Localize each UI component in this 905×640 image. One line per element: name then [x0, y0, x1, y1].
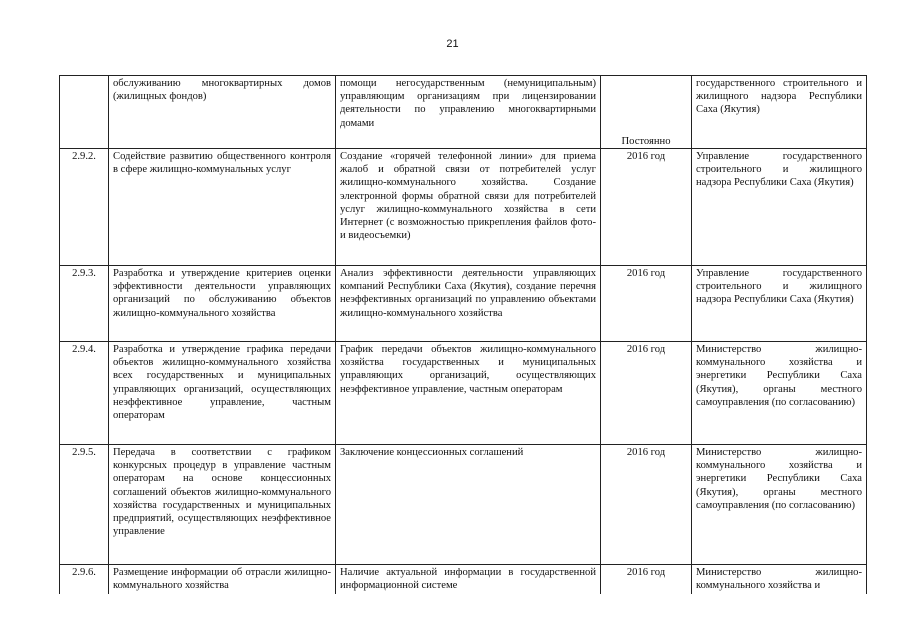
event-cell: Разработка и утверждение критериев оценки эффективности деятельности управляющих организаций по обслуживанию объектов жилищно-коммунального хозяйства — [109, 266, 336, 342]
term-cell: 2016 год — [601, 565, 692, 594]
item-number: 2.9.3. — [60, 266, 109, 342]
term-cell: 2016 год — [601, 266, 692, 342]
term-cell: 2016 год — [601, 445, 692, 565]
responsible-cell: Министерство жилищно-коммунального хозяйства и — [692, 565, 867, 594]
term-cell: 2016 год — [601, 149, 692, 266]
result-cell: Создание «горячей телефонной линии» для приема жалоб и обратной связи от потребителей услуг жилищно-коммунального хозяйства. Создание электронной формы обратной связи для потребителей услуг жилищно-коммунального хозяйства в сети Интернет (с возможностью прикрепления файлов фото- и видеосъемки) — [336, 149, 601, 266]
event-cell: Содействие развитию общественного контроля в сфере жилищно-коммунальных услуг — [109, 149, 336, 266]
result-cell: помощи негосударственным (немуниципальным) управляющим организациям при лицензировании деятельности по управлению многоквартирными домами — [336, 76, 601, 149]
table-row — [60, 149, 867, 266]
item-number — [60, 76, 109, 149]
item-number: 2.9.6. — [60, 565, 109, 594]
event-cell: Размещение информации об отрасли жилищно-коммунального хозяйства — [109, 565, 336, 594]
event-cell: Разработка и утверждение графика передачи объектов жилищно-коммунального хозяйства всех государственных и муниципальных управляющих организаций, осуществляющих неэффективное управление, частным операторам — [109, 342, 336, 445]
item-number: 2.9.4. — [60, 342, 109, 445]
event-cell: обслуживанию многоквартирных домов (жилищных фондов) — [109, 76, 336, 149]
plan-table — [59, 75, 867, 594]
responsible-cell: Управление государственного строительного и жилищного надзора Республики Саха (Якутия) — [692, 149, 867, 266]
result-cell: График передачи объектов жилищно-коммунального хозяйства государственных и муниципальных управляющих организаций, осуществляющих неэффективное управление, частным операторам — [336, 342, 601, 445]
event-cell: Передача в соответствии с графиком конкурсных процедур в управление частным операторам на основе концессионных соглашений объектов жилищно-коммунального хозяйства государственных и муниципальных предприятий, осуществляющих неэффективное управление — [109, 445, 336, 565]
responsible-cell: Управление государственного строительного и жилищного надзора Республики Саха (Якутия) — [692, 266, 867, 342]
item-number: 2.9.2. — [60, 149, 109, 266]
term-cell: 2016 год — [601, 342, 692, 445]
result-cell: Заключение концессионных соглашений — [336, 445, 601, 565]
term-cell: Постоянно — [601, 76, 692, 149]
table-row — [60, 342, 867, 445]
result-cell: Наличие актуальной информации в государственной информационной системе — [336, 565, 601, 594]
responsible-cell: государственного строительного и жилищного надзора Республики Саха (Якутия) — [692, 76, 867, 149]
table-row — [60, 76, 867, 149]
result-cell: Анализ эффективности деятельности управляющих компаний Республики Саха (Якутия), создание перечня неэффективных организаций по управлению объектами жилищно-коммунального хозяйства — [336, 266, 601, 342]
page-number: 21 — [446, 38, 459, 50]
table-row — [60, 565, 867, 594]
table-row — [60, 445, 867, 565]
item-number: 2.9.5. — [60, 445, 109, 565]
responsible-cell: Министерство жилищно-коммунального хозяйства и энергетики Республики Саха (Якутия), органы местного самоуправления (по согласованию) — [692, 445, 867, 565]
table-row — [60, 266, 867, 342]
responsible-cell: Министерство жилищно-коммунального хозяйства и энергетики Республики Саха (Якутия), органы местного самоуправления (по согласованию) — [692, 342, 867, 445]
